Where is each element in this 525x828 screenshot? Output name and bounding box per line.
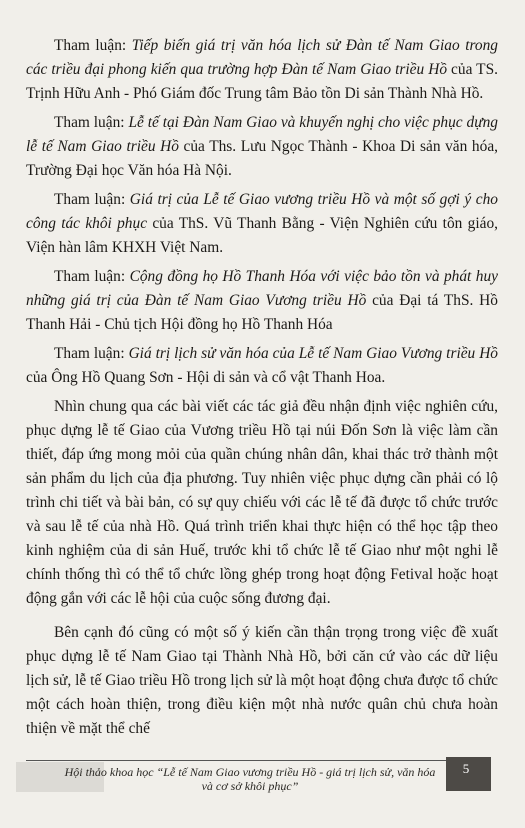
entry-lead: Tham luận: <box>54 114 129 131</box>
page-content <box>26 34 498 751</box>
page-number: 5 <box>462 761 470 776</box>
entry-title: Lễ tế tại Đàn Nam Giao và khuyến nghị cho việc phục dựng lễ tế Nam Giao triều Hồ <box>26 114 498 155</box>
entry-lead: Tham luận: <box>54 37 132 54</box>
footer-line-1: Hội thảo khoa học “Lễ tế Nam Giao vương triều Hồ - giá trị lịch sử, văn hóa <box>64 765 436 779</box>
entry-title: Cộng đồng họ Hồ Thanh Hóa với việc bảo tồn và phát huy những giá trị của Đàn tế Nam Giao Vương triều Hồ <box>26 268 498 309</box>
paper-entry <box>26 188 498 260</box>
paper-entry <box>26 265 498 337</box>
page-number-box <box>446 757 491 791</box>
entry-author: của TS. Trịnh Hữu Anh - Phó Giám đốc Trung tâm Bảo tồn Di sản Thành Nhà Hồ. <box>26 61 498 102</box>
running-footer <box>60 765 440 793</box>
body-paragraph: Bên cạnh đó cũng có một số ý kiến cần thận trọng trong việc đề xuất phục dựng lễ tế Nam Giao tại Thành Nhà Hồ, bởi căn cứ vào các dữ liệu lịch sử, lễ tế Giao triều Hồ trong lịch sử là một hoạt động chưa được tổ chức một cách hoàn thiện, trong điều kiện một nhà nước quân chủ chưa hoàn thiện về mặt thể chế <box>26 624 498 737</box>
paper-entry <box>26 34 498 106</box>
entry-author: của Đại tá ThS. Hồ Thanh Hải - Chủ tịch Hội đồng họ Hồ Thanh Hóa <box>26 292 498 333</box>
entry-author: của ThS. Vũ Thanh Bằng - Viện Nghiên cứu tôn giáo, Viện hàn lâm KHXH Việt Nam. <box>26 215 498 256</box>
entry-title: Tiếp biến giá trị văn hóa lịch sử Đàn tế Nam Giao trong các triều đại phong kiến qua trường hợp Đàn tế Nam Giao triều Hồ <box>26 37 498 78</box>
footer-divider <box>26 760 481 761</box>
entry-title: Giá trị của Lễ tế Giao vương triều Hồ và một số gợi ý cho công tác khôi phục <box>26 191 498 232</box>
paper-entry <box>26 342 498 390</box>
entry-lead: Tham luận: <box>54 191 130 208</box>
entry-title: Giá trị lịch sử văn hóa của Lễ tế Nam Giao Vương triều Hồ <box>128 345 498 362</box>
footer-line-2: và cơ sở khôi phục” <box>201 779 299 793</box>
body-paragraph: Nhìn chung qua các bài viết các tác giả đều nhận định việc nghiên cứu, phục dựng lễ tế Giao của Vương triều Hồ tại núi Đốn Sơn là việc làm cần thiết, đáp ứng mong mỏi của quần chúng nhân dân, khai thác trở thành một sản phẩm du lịch của địa phương. Tuy nhiên việc phục dựng cần phải có lộ trình chi tiết và bài bản, có sự quy chiếu với các lễ tế đã được tổ chức trước và sau lễ tế của nhà Hồ. Quá trình triển khai thực hiện có thể học tập theo kinh nghiệm của di sản Huế, trước khi tổ chức lễ tế Giao như một nghi lễ chính thống thì có thể tổ chức lồng ghép trong hoạt động Fetival hoặc hoạt động gắn với các lễ hội của cuộc sống đương đại. <box>26 398 498 607</box>
entry-author: của Ông Hồ Quang Sơn - Hội di sản và cổ vật Thanh Hoa. <box>26 369 386 386</box>
entry-author: của Ths. Lưu Ngọc Thành - Khoa Di sản văn hóa, Trường Đại học Văn hóa Hà Nội. <box>26 138 498 179</box>
entry-lead: Tham luận: <box>54 345 129 362</box>
entry-lead: Tham luận: <box>54 268 130 285</box>
paper-entry <box>26 111 498 183</box>
